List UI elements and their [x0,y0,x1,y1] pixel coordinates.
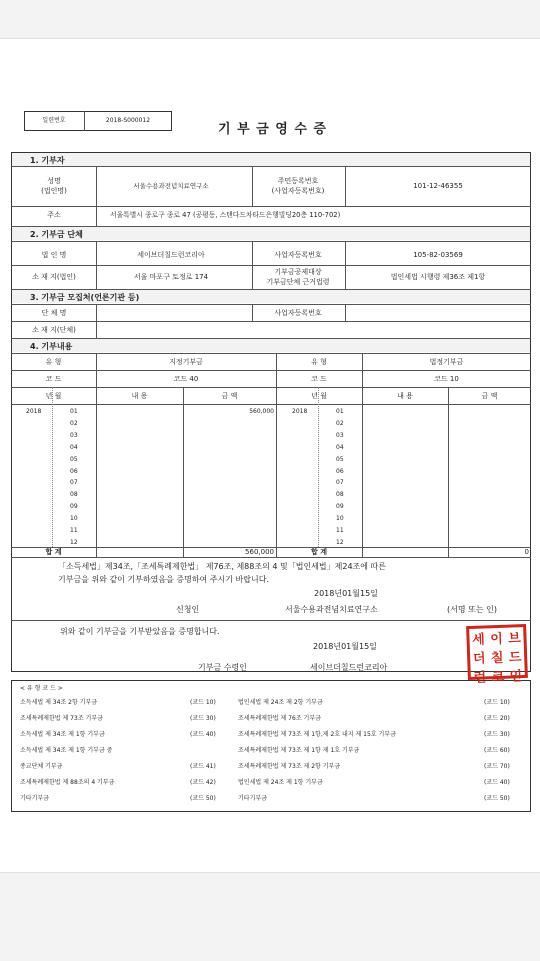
code-left-code: (코드 41) [190,763,216,770]
right-month: 11 [336,527,344,534]
receiver-label: 기부금 수령인 [198,663,247,672]
left-code-label: 코 드 [45,375,62,383]
right-month: 10 [336,515,344,523]
left-month: 02 [70,419,78,427]
section-details: 4. 기부내용 [30,342,73,351]
right-month: 08 [336,491,344,499]
code-left-code: (코드 50) [190,795,216,802]
left-type-label: 유 형 [45,358,62,366]
code-right-text: 법인세법 제 24조 제 1항 기부금 [238,779,323,786]
org-location-label: 소 재 지(법인) [32,273,76,281]
seal-char: 코 [491,669,505,686]
org-basis-value: 법인세법 시행령 제36조 제1항 [390,273,486,281]
donor-name-value: 서울수용과전념치료연구소 [133,182,209,190]
right-year-header: 년 월 [311,392,327,400]
org-bizno-label: 사업자등록번호 [274,251,322,259]
seal-char: 인 [509,669,523,685]
code-left-text: 기타기부금 [20,795,49,802]
code-left-text: 조세특례제한법 제 88조의 4 기부금 [20,779,115,786]
seal-char: 이 [490,631,504,648]
code-left-text: 소득세법 제 34조 제 1항 기부금 [20,731,105,738]
code-left-code: (코드 10) [190,699,216,706]
right-month: 12 [336,538,344,546]
code-right-code: (코드 50) [484,795,510,802]
right-code-value: 코드 10 [434,375,459,383]
code-right-text: 조세특례제한법 제 73조 제 2항 기부금 [238,763,341,770]
code-right-code: (코드 20) [484,715,510,722]
code-left-text: 조세특례제한법 제 73조 기부금 [20,715,103,722]
org-name-value: 세이브더칠드런코리아 [137,251,205,259]
code-header: < 유 형 코 드 > [20,685,63,692]
top-bar [0,0,540,39]
code-right-text: 조세특례제한법 제 76조 기부금 [238,715,321,722]
donor-address-label: 주소 [47,211,61,219]
left-month: 03 [70,431,78,439]
raiser-location-label: 소 재 지(단체) [32,326,76,334]
code-left-text: 소득세법 제 34조 2항 기부금 [20,699,98,706]
code-right-code: (코드 60) [484,747,510,754]
receiver-value: 세이브더칠드런코리아 [310,663,388,672]
left-month: 01 [70,408,78,415]
right-month: 03 [336,431,344,439]
code-right-text: 기타기부금 [238,795,267,802]
code-right-text: 조세특례제한법 제 73조 제 1항 제 1호 기부금 [238,747,360,754]
left-month: 06 [70,467,78,475]
left-year: 2018 [26,408,42,415]
code-right-text: 법인세법 제 24조 제 2항 기부금 [238,699,323,706]
code-left-text: 종교단체 기부금 [20,763,63,770]
seal-char: 브 [508,631,522,647]
left-month: 08 [70,491,78,499]
right-month: 09 [336,503,344,511]
code-left-code: (코드 40) [190,731,216,738]
right-amount-header: 금 액 [481,392,498,400]
cert-date: 2018년01월15일 [314,589,378,598]
left-month: 07 [70,479,78,487]
right-month: 07 [336,479,344,487]
seal-char: 더 [472,651,486,667]
left-content-header: 내 용 [131,392,148,400]
seal-char: 드 [508,650,522,666]
left-code-value: 코드 40 [173,375,199,383]
org-basis-label: 기부금공제대상 기부금단체 근거법령 [266,268,330,286]
left-total-label: 합 계 [45,548,62,556]
sign-note: (서명 또는 인) [447,605,497,614]
right-month: 05 [336,455,344,463]
left-month: 12 [70,538,78,546]
bottom-bar [0,872,540,961]
code-right-code: (코드 40) [484,779,510,786]
right-content-header: 내 용 [397,392,413,400]
right-type-label: 유 형 [311,358,327,366]
left-amount-jan: 560,000 [249,408,274,415]
code-right-code: (코드 10) [484,699,510,706]
seal-char: 세 [472,632,486,648]
section-org: 2. 기부금 단체 [30,230,83,239]
seal-char: 칠 [490,650,504,667]
organization-seal-stamp [466,624,528,686]
right-year: 2018 [292,408,308,415]
code-left-text: 소득세법 제 34조 제 1항 기부금 중 [20,747,113,754]
right-month: 01 [336,408,344,415]
org-name-label: 법 인 명 [41,251,67,259]
org-bizno-value: 105-82-03569 [413,251,463,259]
right-month: 06 [336,467,344,475]
donor-regno-value: 101-12-46355 [413,182,463,190]
right-total-value: 0 [524,548,529,556]
code-right-text: 조세특례제한법 제 73조 제 1항,제 2호 내지 제 15호 기부금 [238,731,396,738]
receipt-line: 위와 같이 기부금을 기부받았음을 증명합니다. [60,627,220,636]
left-type-value: 지정기부금 [169,358,203,366]
cert-line-2: 기부금을 위와 같이 기부하였음을 증명하여 주시기 바랍니다. [58,575,269,584]
right-month: 02 [336,419,344,427]
code-left-code: (코드 30) [190,715,216,722]
receipt-document [0,96,540,817]
raiser-bizno-label: 사업자등록번호 [274,309,322,317]
applicant-value: 서울수용과전념치료연구소 [285,605,378,614]
document-title: 기 부 금 영 수 증 [218,122,327,137]
section-raiser: 3. 기부금 모집처(언론기관 등) [30,293,140,302]
left-total-value: 560,000 [245,548,274,556]
left-month: 05 [70,455,78,463]
right-type-value: 법정기부금 [429,358,464,366]
code-right-code: (코드 70) [484,763,510,770]
applicant-label: 신청인 [176,605,200,614]
seal-char: 런 [473,670,487,686]
donor-name-label: 성명 (법인명) [41,177,67,196]
donor-regno-label: 주민등록번호 (사업자등록번호) [271,177,325,196]
left-month: 09 [70,503,78,511]
org-location-value: 서울 마포구 토정로 174 [133,273,209,281]
code-right-code: (코드 30) [484,731,510,738]
raiser-name-label: 단 체 명 [41,309,67,317]
donor-address-value: 서울특별시 종로구 종로 47 (공평동, 스탠다드차타드은행빌딩20층 110-702) [110,211,341,219]
left-month: 11 [70,527,78,534]
left-year-header: 년 월 [45,392,62,400]
receipt-date: 2018년01월15일 [313,642,377,651]
left-month: 04 [70,443,78,451]
left-month: 10 [70,515,78,523]
serial-label: 일련번호 [42,117,66,124]
code-left-code: (코드 42) [190,779,216,786]
left-amount-header: 금 액 [221,392,238,400]
section-donor: 1. 기부자 [30,156,65,165]
right-code-label: 코 드 [311,375,327,383]
serial-value: 2018-S000012 [105,117,151,124]
right-total-label: 합 계 [311,548,327,556]
right-month: 04 [336,443,344,451]
cert-line-1: 「소득세법」제34조,「조세특례제한법」 제76조, 제88조의 4 및「법인세법」제24조에 따른 [58,562,386,571]
